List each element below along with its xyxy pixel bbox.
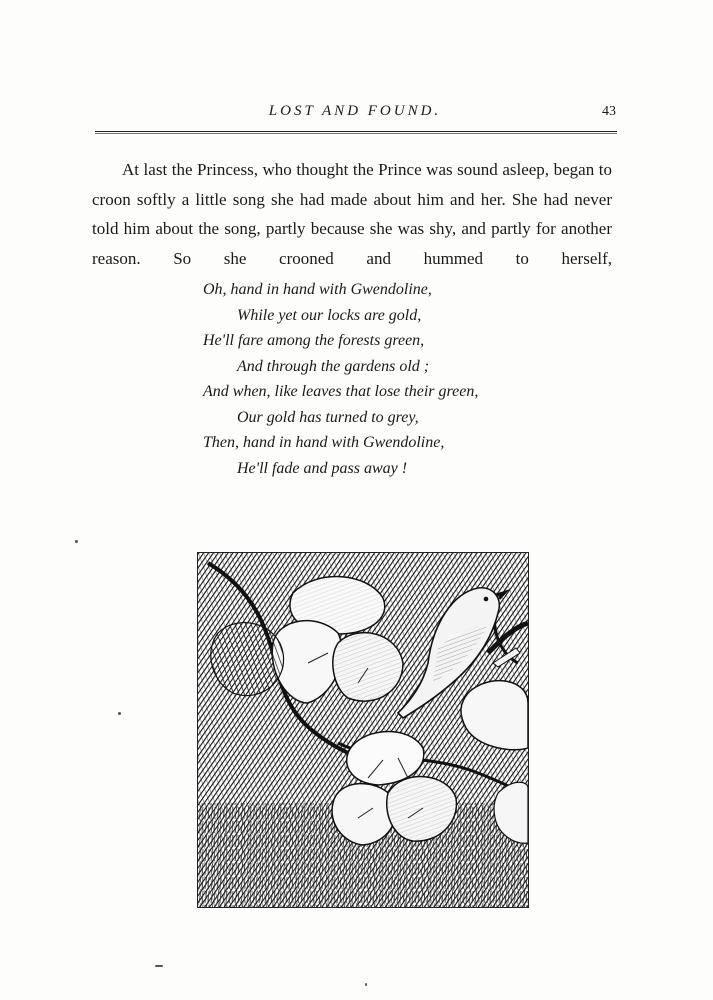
- poem-line: And through the gardens old ;: [237, 357, 430, 375]
- ink-speck: [155, 965, 163, 967]
- body-paragraph: [92, 155, 612, 273]
- page-number: 43: [602, 104, 616, 119]
- poem-line: Our gold has turned to grey,: [237, 408, 419, 426]
- poem-line: Oh, hand in hand with Gwendoline,: [203, 281, 432, 298]
- poem-line: And when, like leaves that lose their green,: [203, 383, 479, 400]
- ink-speck: [75, 540, 78, 543]
- running-title: LOST AND FOUND.: [268, 103, 442, 119]
- ink-speck: [118, 712, 121, 715]
- engraving-image: [198, 553, 528, 907]
- paragraph-text: At last the Princess, who thought the Prince was sound asleep, began to croon softly a little song she had made about him and her. She had never told him about the song, partly because she was shy, and partly for another reason. So she crooned and hummed to herself,: [92, 160, 612, 268]
- poem: [203, 277, 478, 481]
- poem-line: He'll fade and pass away !: [237, 459, 408, 477]
- poem-line: While yet our locks are gold,: [237, 306, 422, 324]
- ink-speck: [365, 983, 367, 986]
- poem-line: He'll fare among the forests green,: [203, 332, 425, 349]
- page-header: [92, 103, 618, 127]
- poem-line: Then, hand in hand with Gwendoline,: [203, 434, 445, 451]
- bird-illustration: [197, 552, 529, 908]
- header-rule: [95, 131, 617, 134]
